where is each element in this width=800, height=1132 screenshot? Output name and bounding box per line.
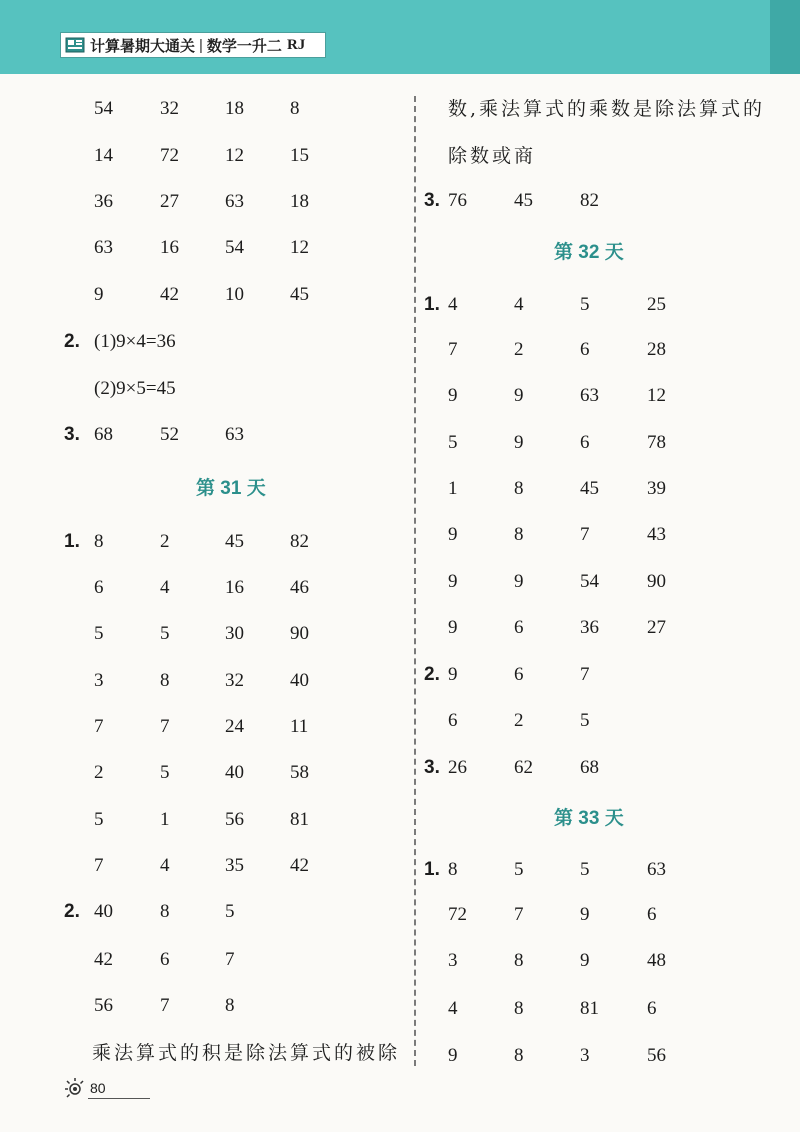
grid-cell: 4 — [514, 294, 524, 315]
grid-cell: 30 — [225, 623, 244, 644]
question-number: 3. — [424, 190, 440, 211]
grid-cell: 10 — [225, 284, 244, 305]
grid-cell: 18 — [225, 98, 244, 119]
grid-cell: 45 — [290, 284, 309, 305]
grid-cell: 54 — [94, 98, 113, 119]
grid-cell: 54 — [225, 237, 244, 258]
grid-cell: 90 — [647, 571, 666, 592]
grid-cell: 56 — [225, 809, 244, 830]
grid-cell: 18 — [290, 191, 309, 212]
grid-cell: 56 — [94, 995, 113, 1016]
header-title: 计算暑期大通关 — [90, 37, 196, 55]
grid-cell: 4 — [160, 855, 170, 876]
grid-cell: 90 — [290, 623, 309, 644]
day-31-heading: 第 31 天 — [196, 478, 266, 499]
answer-value: 68 — [94, 424, 113, 445]
grid-cell: 7 — [160, 716, 170, 737]
question-number: 2. — [64, 331, 80, 352]
grid-cell: 58 — [290, 762, 309, 783]
grid-cell: 2 — [94, 762, 104, 783]
grid-cell: 8 — [225, 995, 235, 1016]
sun-icon — [62, 1076, 88, 1100]
grid-cell: 6 — [580, 339, 590, 360]
grid-cell: 54 — [580, 571, 599, 592]
grid-cell: 9 — [580, 904, 590, 925]
grid-cell: 8 — [514, 1045, 524, 1066]
grid-cell: 7 — [580, 524, 590, 545]
grid-cell: 5 — [580, 294, 590, 315]
answer-value: 68 — [580, 757, 599, 778]
grid-cell: 9 — [580, 950, 590, 971]
grid-cell: 6 — [514, 617, 524, 638]
grid-cell: 9 — [448, 1045, 458, 1066]
grid-cell: 1 — [448, 478, 458, 499]
grid-cell: 39 — [647, 478, 666, 499]
grid-cell: 9 — [94, 284, 104, 305]
grid-cell: 42 — [290, 855, 309, 876]
grid-cell: 9 — [448, 664, 458, 685]
header-label — [60, 32, 326, 58]
equation: (2)9×5=45 — [94, 378, 176, 399]
question-number: 3. — [64, 424, 80, 445]
grid-cell: 5 — [225, 901, 235, 922]
grid-cell: 6 — [647, 904, 657, 925]
grid-cell: 63 — [225, 191, 244, 212]
question-number: 1. — [424, 294, 440, 315]
grid-cell: 40 — [94, 901, 113, 922]
grid-cell: 72 — [160, 145, 179, 166]
grid-cell: 43 — [647, 524, 666, 545]
explanation-text: 乘法算式的积是除法算式的被除 — [92, 1042, 401, 1064]
grid-cell: 7 — [514, 904, 524, 925]
grid-cell: 4 — [160, 577, 170, 598]
answer-value: 62 — [514, 757, 533, 778]
page-number: 80 — [90, 1080, 106, 1096]
grid-cell: 27 — [160, 191, 179, 212]
grid-cell: 7 — [94, 855, 104, 876]
question-number: 1. — [424, 859, 440, 880]
grid-cell: 3 — [94, 670, 104, 691]
grid-cell: 12 — [290, 237, 309, 258]
question-number: 2. — [64, 901, 80, 922]
grid-cell: 5 — [160, 762, 170, 783]
grid-cell: 7 — [580, 664, 590, 685]
grid-cell: 8 — [514, 998, 524, 1019]
grid-cell: 36 — [94, 191, 113, 212]
grid-cell: 6 — [514, 664, 524, 685]
grid-cell: 7 — [448, 339, 458, 360]
grid-cell: 72 — [448, 904, 467, 925]
grid-cell: 82 — [290, 531, 309, 552]
question-number: 2. — [424, 664, 440, 685]
grid-cell: 3 — [448, 950, 458, 971]
question-number: 1. — [64, 531, 80, 552]
grid-cell: 12 — [225, 145, 244, 166]
grid-cell: 27 — [647, 617, 666, 638]
grid-cell: 24 — [225, 716, 244, 737]
explanation-text: 数,乘法算式的乘数是除法算式的 — [448, 98, 766, 120]
answer-value: 76 — [448, 190, 467, 211]
grid-cell: 40 — [225, 762, 244, 783]
grid-cell: 63 — [647, 859, 666, 880]
grid-cell: 5 — [448, 432, 458, 453]
day-32-heading: 第 32 天 — [554, 242, 624, 263]
answer-value: 52 — [160, 424, 179, 445]
grid-cell: 32 — [225, 670, 244, 691]
grid-cell: 25 — [647, 294, 666, 315]
grid-cell: 28 — [647, 339, 666, 360]
grid-cell: 8 — [290, 98, 300, 119]
grid-cell: 42 — [94, 949, 113, 970]
grid-cell: 7 — [225, 949, 235, 970]
grid-cell: 8 — [160, 901, 170, 922]
grid-cell: 42 — [160, 284, 179, 305]
grid-cell: 6 — [448, 710, 458, 731]
grid-cell: 5 — [580, 710, 590, 731]
grid-cell: 8 — [514, 478, 524, 499]
grid-cell: 48 — [647, 950, 666, 971]
grid-cell: 16 — [160, 237, 179, 258]
grid-cell: 9 — [448, 385, 458, 406]
answer-value: 82 — [580, 190, 599, 211]
grid-cell: 81 — [580, 998, 599, 1019]
question-number: 3. — [424, 757, 440, 778]
grid-cell: 32 — [160, 98, 179, 119]
grid-cell: 5 — [514, 859, 524, 880]
grid-cell: 11 — [290, 716, 309, 737]
grid-cell: 5 — [580, 859, 590, 880]
grid-cell: 2 — [160, 531, 170, 552]
grid-cell: 56 — [647, 1045, 666, 1066]
grid-cell: 78 — [647, 432, 666, 453]
grid-cell: 6 — [160, 949, 170, 970]
grid-cell: 8 — [514, 524, 524, 545]
grid-cell: 63 — [580, 385, 599, 406]
grid-cell: 5 — [94, 809, 104, 830]
grid-cell: 14 — [94, 145, 113, 166]
day-33-heading: 第 33 天 — [554, 808, 624, 829]
grid-cell: 6 — [580, 432, 590, 453]
grid-cell: 46 — [290, 577, 309, 598]
grid-cell: 6 — [94, 577, 104, 598]
header-separator: | — [199, 36, 203, 54]
grid-cell: 7 — [160, 995, 170, 1016]
answer-value: 26 — [448, 757, 467, 778]
equation: (1)9×4=36 — [94, 331, 176, 352]
grid-cell: 12 — [647, 385, 666, 406]
grid-cell: 8 — [94, 531, 104, 552]
grid-cell: 81 — [290, 809, 309, 830]
grid-cell: 8 — [514, 950, 524, 971]
grid-cell: 6 — [647, 998, 657, 1019]
column-divider — [414, 96, 416, 1066]
grid-cell: 9 — [514, 432, 524, 453]
header-edition: RJ — [286, 36, 306, 53]
grid-cell: 16 — [225, 577, 244, 598]
grid-cell: 35 — [225, 855, 244, 876]
grid-cell: 4 — [448, 998, 458, 1019]
grid-cell: 2 — [514, 710, 524, 731]
grid-cell: 8 — [160, 670, 170, 691]
grid-cell: 9 — [448, 617, 458, 638]
grid-cell: 3 — [580, 1045, 590, 1066]
grid-cell: 15 — [290, 145, 309, 166]
footer-line — [88, 1098, 150, 1099]
grid-cell: 40 — [290, 670, 309, 691]
page-footer — [62, 1076, 132, 1102]
grid-cell: 9 — [448, 571, 458, 592]
answer-value: 45 — [514, 190, 533, 211]
grid-cell: 4 — [448, 294, 458, 315]
grid-cell: 2 — [514, 339, 524, 360]
grid-cell: 63 — [94, 237, 113, 258]
grid-cell: 9 — [514, 385, 524, 406]
header-subject: 数学一升二 — [206, 37, 282, 55]
grid-cell: 5 — [94, 623, 104, 644]
book-icon — [65, 37, 85, 53]
grid-cell: 1 — [160, 809, 170, 830]
grid-cell: 45 — [225, 531, 244, 552]
grid-cell: 5 — [160, 623, 170, 644]
grid-cell: 36 — [580, 617, 599, 638]
grid-cell: 7 — [94, 716, 104, 737]
grid-cell: 45 — [580, 478, 599, 499]
grid-cell: 8 — [448, 859, 458, 880]
grid-cell: 9 — [448, 524, 458, 545]
answer-value: 63 — [225, 424, 244, 445]
grid-cell: 9 — [514, 571, 524, 592]
explanation-text: 除数或商 — [448, 145, 537, 167]
